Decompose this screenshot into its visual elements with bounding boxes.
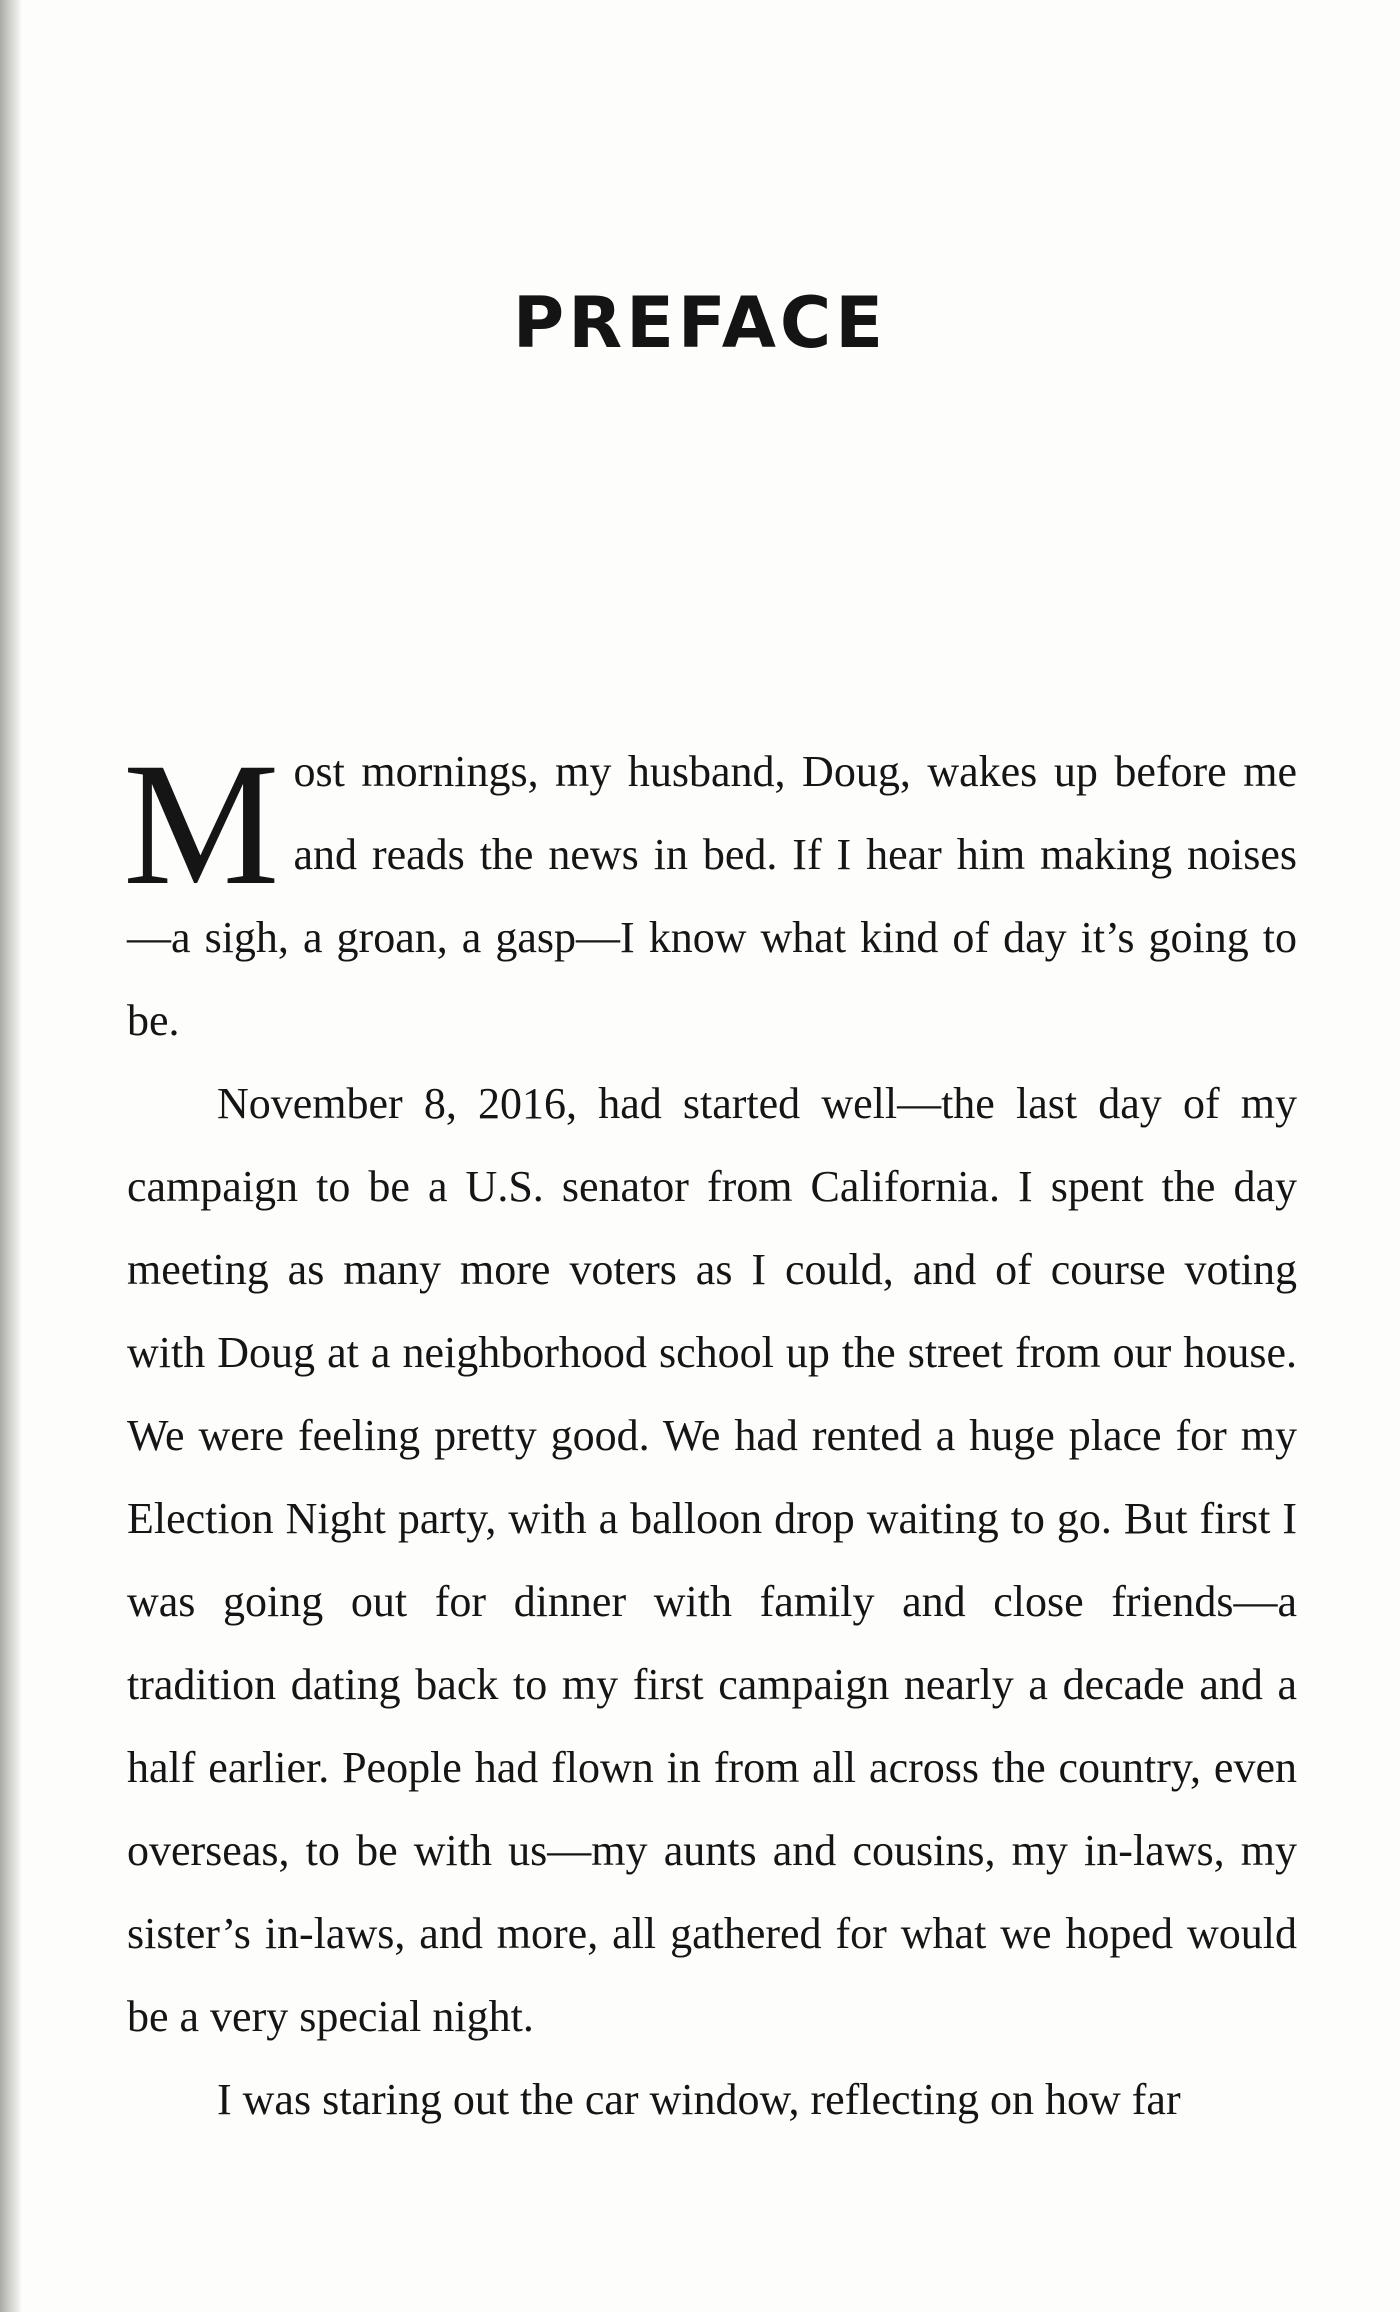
drop-cap: M [123, 727, 280, 922]
paragraph-1 [123, 727, 1297, 1062]
paragraph-3: I was staring out the car window, reflecting on how far [217, 2075, 1181, 2124]
body-text [123, 727, 1297, 2141]
paragraph-1-text: ost mornings, my husband, Doug, wakes up before me and reads the news in bed. If I hear him making noises—a sigh, a groan, a gasp—I know what kind of day it’s going to be. [127, 747, 1297, 1045]
chapter-title: PREFACE [512, 282, 888, 364]
paragraph-2: November 8, 2016, had started well—the last day of my campaign to be a U.S. senator from California. I spent the day meeting as many more voters as I could, and of course voting with Doug at a neighborhood school up the street from our house. We were feeling pretty good. We had rented a huge place for my Election Night party, with a balloon drop waiting to go. But first I was going out for dinner with family and close friends—a tradition dating back to my first campaign nearly a decade and a half earlier. People had flown in from all across the country, even overseas, to be with us—my aunts and cousins, my in-laws, my sister’s in-laws, and more, all gathered for what we hoped would be a very special night. [127, 1079, 1297, 2041]
